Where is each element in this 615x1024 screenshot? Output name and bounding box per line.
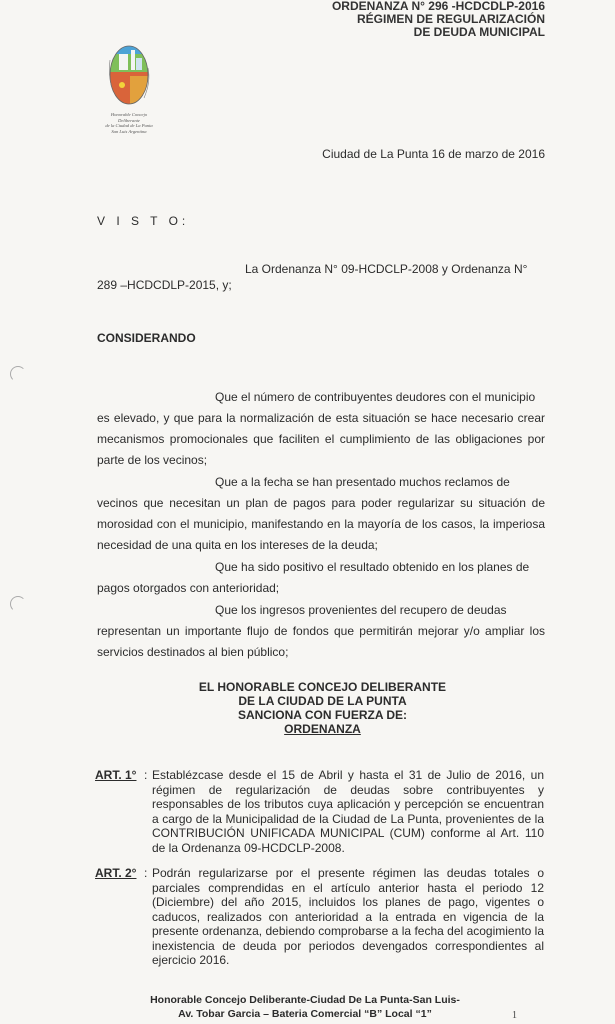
footer-line: Honorable Concejo Deliberante-Ciudad De La Punta-San Luis- [150,994,460,1006]
logo-caption-line: Honorable Concejo Deliberante [110,112,148,123]
sanciona-line: EL HONORABLE CONCEJO DELIBERANTE [198,680,447,694]
logo-caption-line: San Luis Argentina [111,128,147,134]
article-1-colon: : [144,768,148,782]
article-2-label: ART. 2° [95,866,137,880]
considerando-paragraph-4-first-line: Que los ingresos provenientes del recupero de deudas [215,603,507,617]
article-1-label: ART. 1° [95,768,137,782]
header-regime-title: RÉGIMEN DE REGULARIZACIÓN [356,12,545,26]
sanciona-line: DE LA CIUDAD DE LA PUNTA [238,694,407,708]
considerando-paragraph-3: pagos otorgados con anterioridad; [97,581,280,595]
scan-punch-mark [10,366,26,382]
article-2-text: Podrán regularizarse por el presente régimen las deudas totales o parciales comprendidas en el artículo anterior hasta el periodo 12 (Diciembre) del año 2015, incluidos los planes de pago, vigentes o caducos, realizados con anterioridad a la entrada en vigencia de la presente ordenanza, debiendo comprobarse a la fecha del acogimiento la inexistencia de deuda por periodos devengados correspondientes al ejercicio 2016. [152,866,544,967]
document-header [332,0,545,39]
sanciona-line: SANCIONA CON FUERZA DE: [237,708,408,722]
visto-text-first-line: La Ordenanza N° 09-HCDCLP-2008 y Ordenanza N° [245,262,528,276]
considerando-paragraph-3-first-line: Que ha sido positivo el resultado obtenido en los planes de [215,560,530,574]
visto-heading: V I S T O: [97,214,190,228]
considerando-paragraph-2: vecinos que necesitan un plan de pagos para poder regularizar su situación de morosidad con el municipio, manifestando en la mayoría de los casos, la imperiosa necesidad de una quita en los intereses de la deuda; [97,496,545,552]
page-number: 1 [512,1010,517,1021]
considerando-paragraph-2-first-line: Que a la fecha se han presentado muchos reclamos de [215,475,510,489]
ordenanza-title: ORDENANZA [284,722,361,736]
article-1-text: Establézcase desde el 15 de Abril y hasta el 31 de Julio de 2016, un régimen de regularización de deudas sobre contribuyentes y responsables de los tributos cuya aplicación y percepción se encuentran a cargo de la Municipalidad de la Ciudad de La Punta, provenientes de la CONTRIBUCIÓN UNIFICADA MUNICIPAL (CUM) conforme al Art. 110 de la Ordenanza 09-HCDCLP-2008. [152,768,544,855]
header-ordinance-number: ORDENANZA N° 296 -HCDCDLP-2016 [331,0,545,13]
logo-caption-line: de la Ciudad de La Punta [105,123,153,129]
considerando-heading: CONSIDERANDO [97,331,196,345]
considerando-paragraph-4: representan un importante flujo de fondos que permitirán mejorar y/o ampliar los servicios destinados al bien público; [97,624,545,659]
considerando-paragraph-1-first-line: Que el número de contribuyentes deudores con el municipio [215,390,536,404]
considerando-paragraph-1: es elevado, y que para la normalización de esta situación se hace necesario crear mecanismos promocionales que faciliten el cumplimiento de las obligaciones por parte de los vecinos; [97,411,545,467]
sanciona-block [195,680,450,736]
article-2-colon: : [144,866,148,880]
scan-punch-mark [10,596,26,612]
footer-address [130,993,480,1021]
visto-text-second-line: 289 –HCDCDLP-2015, y; [97,278,232,292]
header-debt-title: DE DEUDA MUNICIPAL [413,25,545,39]
footer-line: Av. Tobar Garcia – Bateria Comercial “B” Local “1” [178,1008,432,1020]
document-date: Ciudad de La Punta 16 de marzo de 2016 [322,147,545,161]
council-emblem-icon [106,40,152,110]
logo-caption [100,112,158,134]
council-logo [100,40,160,134]
